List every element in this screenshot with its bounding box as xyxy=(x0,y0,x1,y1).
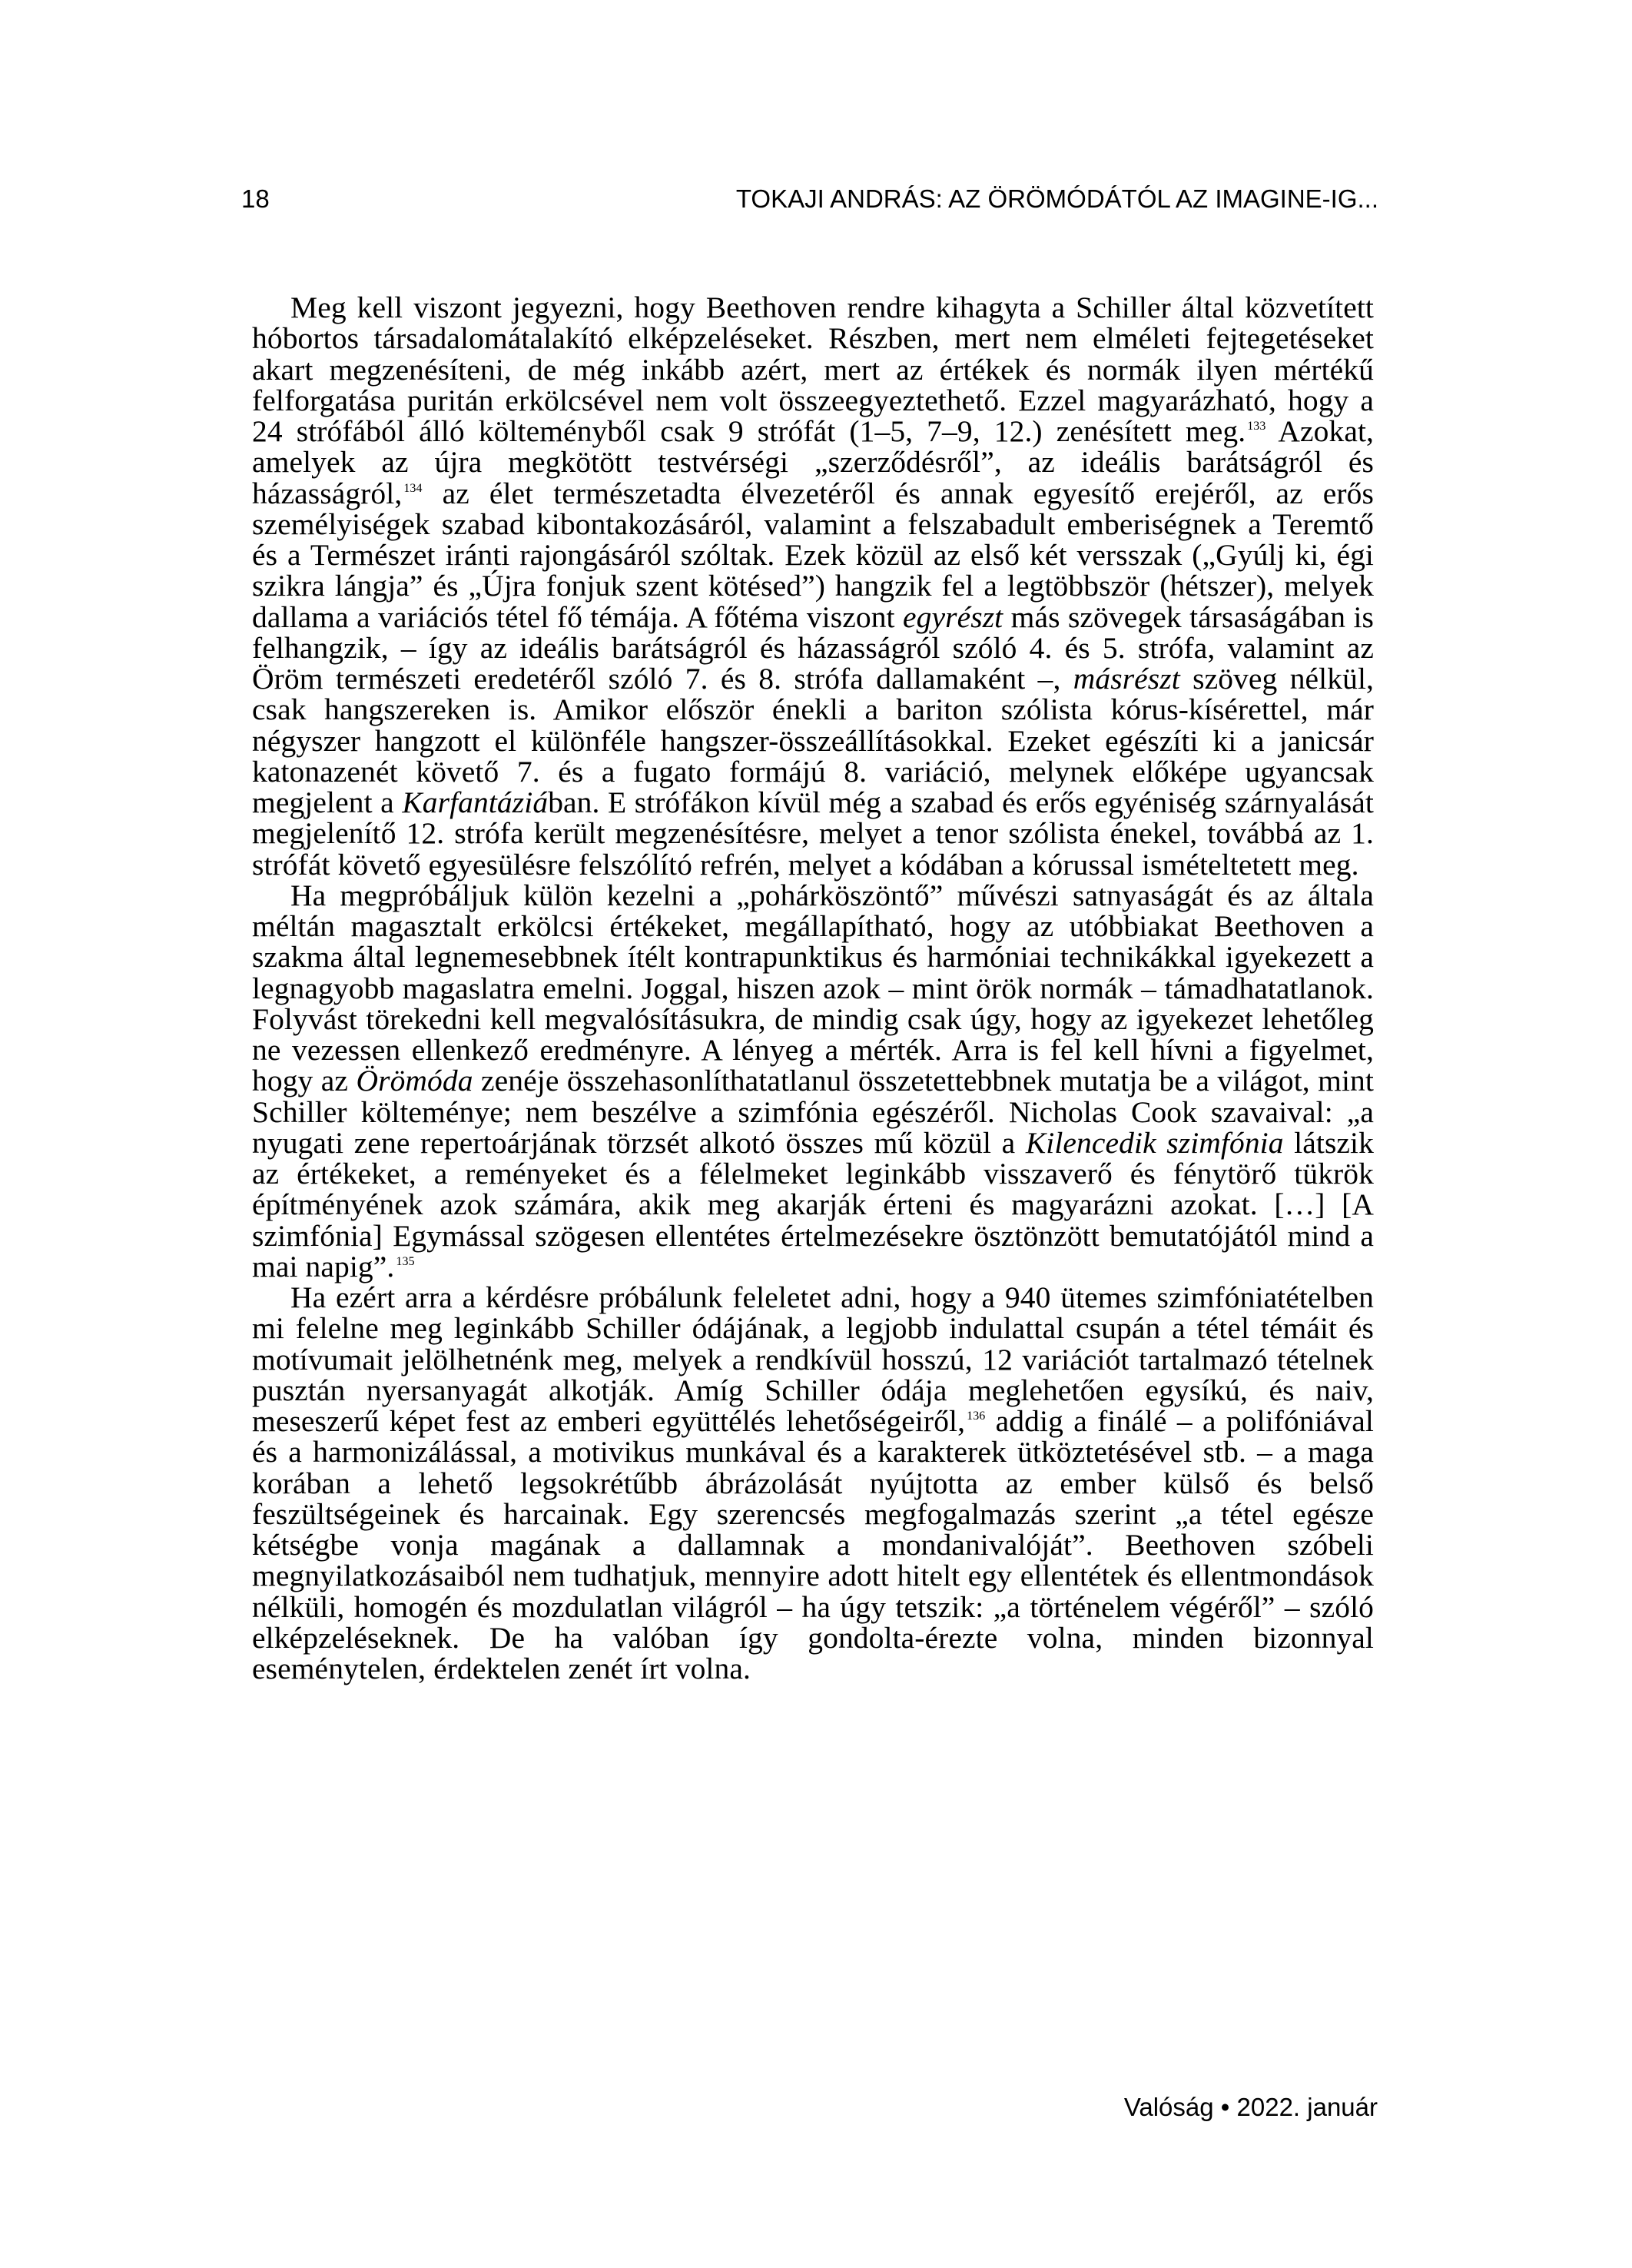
work-title: Örömóda xyxy=(356,1064,473,1098)
paragraph-text: ban. E strófákon kívül még a szabad és erős egyéniség szárnyalását megjelenítő 12. strófa került megzenésítésre, melyet a tenor szólista énekel, továbbá az 1. strófát követő egyesülésre felszólító refrén, melyet a kódában a kórussal ismételtetett meg. xyxy=(252,785,1374,882)
emphasis-text: másrészt xyxy=(1073,662,1180,696)
paragraph-text: az élet természetadta élvezetéről és annak egyesítő erejéről, az erős személyiségek szabad kibontakozásáról, valamint a felszabadult emberiségnek a Teremtő és a Természet iránti rajongásáról szóltak. Ezek közül az első két versszak („Gyúlj ki, égi szikra lángja” és „Újra fonjuk szent kötésed”) hangzik fel a legtöbbször (hétszer), melyek dallama a variációs tétel fő témája. A főtéma viszont xyxy=(252,476,1374,634)
paragraph-text: szöveg nélkül, csak hangszereken is. Amikor először énekli a bariton szólista kórus-kísérettel, már négyszer hangzott el különféle hangszer-összeállításokkal. Ezeket egészíti ki a janicsár katonazenét követő 7. és a fugato formájú 8. variáció, melynek előképe ugyancsak megjelent a xyxy=(252,662,1374,819)
paragraph-text: Ha megpróbáljuk külön kezelni a „pohárköszöntő” művészi satnyaságát és az általa méltán magasztalt erkölcsi értékeket, megállapítható, hogy az utóbbiakat Beethoven a szakma által legnemesebbnek ítélt kontrapunktikus és harmóniai technikákkal igyekezett a legnagyobb magaslatra emelni. Joggal, hiszen azok – mint örök normák – támadhatatlanok. Folyvást törekedni kell megvalósításukra, de mindig csak úgy, hogy az igyekezet lehetőleg ne vezessen ellenkező eredményre. A lényeg a mérték. Arra is fel kell hívni a figyelmet, hogy az xyxy=(252,878,1374,1098)
work-title: Karfantáziá xyxy=(402,785,549,819)
page-number: 18 xyxy=(241,184,270,213)
page-footer: Valóság • 2022. január xyxy=(1123,2093,1378,2121)
footnote-marker-136: 136 xyxy=(967,1410,986,1423)
paragraph-text: zenéje összehasonlíthatatlanul összetettebbnek mutatja be a világot, mint Schiller költeménye; nem beszélve a szimfónia egészéről. Nicholas Cook szavaival: „a nyugati zene repertoárjának törzsét alkotó összes mű közül a xyxy=(252,1064,1374,1160)
emphasis-text: egyrészt xyxy=(903,599,1003,634)
work-title: Kilencedik szimfónia xyxy=(1025,1125,1284,1160)
paragraph-text: Ha ezért arra a kérdésre próbálunk feleletet adni, hogy a 940 ütemes szimfóniatételben mi felelne meg leginkább Schiller ódájának, a legjobb indulattal csupán a tétel témáit és motívumait jelölhetnénk meg, melyek a rendkívül hosszú, 12 variációt tartalmazó tételnek pusztán nyersanyagát alkotják. Amíg Schiller ódája meglehetően egysíkú, és naiv, meseszerű képet fest az emberi együttélés lehetőségeiről, xyxy=(252,1280,1374,1438)
paragraph-text: addig a finálé – a polifóniával és a harmonizálással, a motivikus munkával és a karakterek ütköztetésével stb. – a maga korában a lehető legsokrétűbb ábrázolását nyújtotta az ember külső és belső feszültségeinek és harcainak. Egy szerencsés megfogalmazás szerint „a tétel egésze kétségbe vonja magának a dallamnak a mondanivalóját”. Beethoven szóbeli megnyilatkozásaiból nem tudhatjuk, mennyire adott hitelt egy ellentétek és ellentmondások nélküli, homogén és mozdulatlan világról – ha úgy tetszik: „a történelem végéről” – szóló elképzeléseknek. De ha valóban így gondolta-érezte volna, minden bizonnyal eseménytelen, érdektelen zenét írt volna. xyxy=(252,1404,1374,1685)
paragraph-text: Azokat, amelyek az újra megkötött testvérségi „szerződésről”, az ideális barátságról és házasságról, xyxy=(252,414,1374,510)
paragraph-text: látszik az értékeket, a reményeket és a félelmeket leginkább visszaverő és fénytörő tükrök építményének azok számára, akik meg akarják érteni és magyarázni azokat. […] [A szimfónia] Egymással szögesen ellentétes értelmezésekre ösztönzött bemutatójától mind a mai napig”. xyxy=(252,1125,1374,1283)
footnote-marker-133: 133 xyxy=(1247,420,1266,433)
paragraph-3 xyxy=(252,1282,1374,1684)
paragraph-text: más szövegek társaságában is felhangzik, – így az ideális barátságról és házasságról szóló 4. és 5. strófa, valamint az Öröm természeti eredetéről szóló 7. és 8. strófa dallamaként –, xyxy=(252,599,1375,696)
paragraph-1 xyxy=(252,292,1374,880)
article-body xyxy=(252,292,1374,1684)
footnote-marker-135: 135 xyxy=(396,1254,415,1268)
page-header xyxy=(241,184,1378,223)
footnote-marker-134: 134 xyxy=(403,481,423,495)
paragraph-text: Meg kell viszont jegyezni, hogy Beethoven rendre kihagyta a Schiller által közvetített hóbortos társadalomátalakító elképzeléseket. Részben, mert nem elméleti fejtegetéseket akart megzenésíteni, de még inkább azért, mert az értékek és normák ilyen mértékű felforgatása puritán erkölcsével nem volt összeegyeztethető. Ezzel magyarázható, hogy a 24 strófából álló költeményből csak 9 strófát (1–5, 7–9, 12.) zenésített meg. xyxy=(252,291,1374,448)
running-title: TOKAJI ANDRÁS: AZ ÖRÖMÓDÁTÓL AZ IMAGINE-IG... xyxy=(735,184,1378,213)
paragraph-2 xyxy=(252,880,1374,1282)
